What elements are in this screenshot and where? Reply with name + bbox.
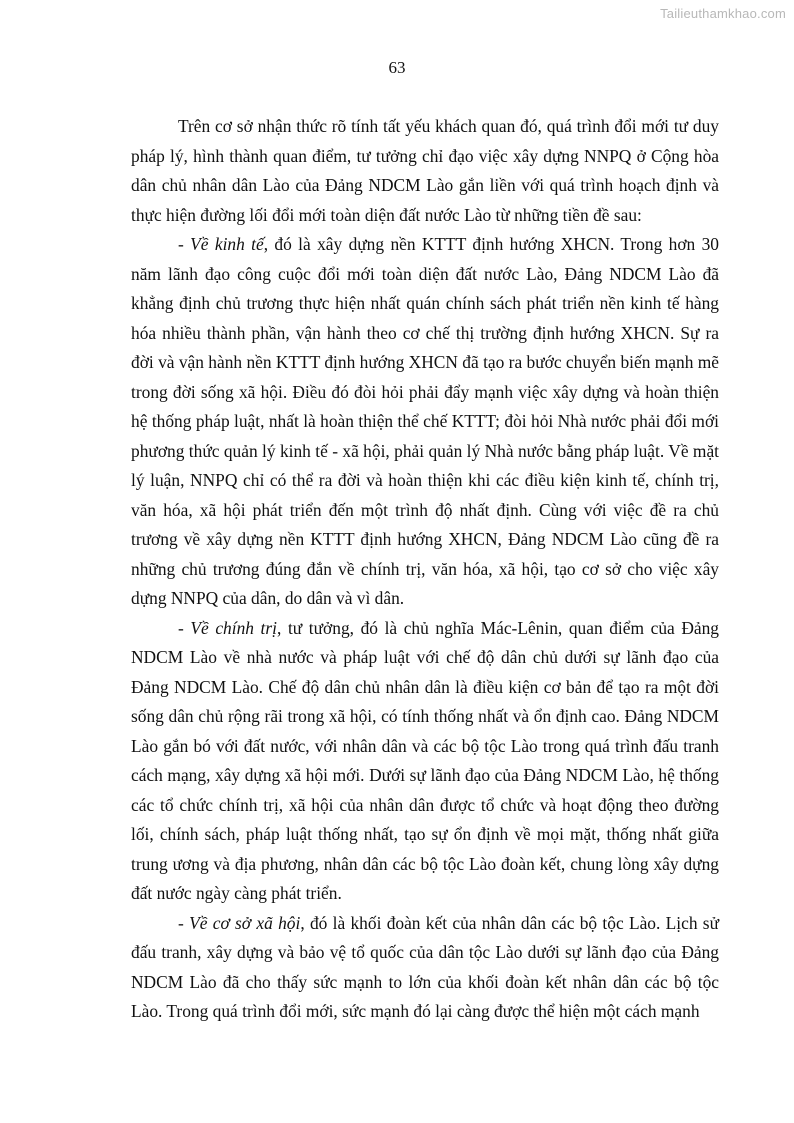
bullet-dash: - bbox=[178, 234, 191, 254]
paragraph-economy bbox=[131, 230, 719, 614]
bullet-dash: - bbox=[178, 617, 191, 638]
document-body bbox=[131, 112, 719, 1027]
watermark: Tailieuthamkhao.com bbox=[660, 6, 786, 21]
paragraph-text: , đó là khối đoàn kết của nhân dân các bộ tộc Lào. Lịch sử đấu tranh, xây dựng và bảo vệ tổ quốc của dân tộc Lào dưới sự lãnh đạo của Đảng NDCM Lào đã cho thấy sức mạnh to lớn của khối đoàn kết nhân dân các bộ tộc Lào. Trong quá trình đổi mới, sức mạnh đó lại càng được thể hiện một cách mạnh bbox=[131, 912, 719, 1021]
paragraph-text: Trên cơ sở nhận thức rõ tính tất yếu khách quan đó, quá trình đổi mới tư duy pháp lý, hình thành quan điểm, tư tưởng chỉ đạo việc xây dựng NNPQ ở Cộng hòa dân chủ nhân dân Lào của Đảng NDCM Lào gắn liền với quá trình hoạch định và thực hiện đường lối đổi mới toàn diện đất nước Lào từ những tiền đề sau: bbox=[131, 116, 719, 225]
paragraph-politics bbox=[131, 614, 719, 909]
section-heading-economy: Về kinh tế bbox=[190, 234, 264, 254]
page-number: 63 bbox=[388, 58, 406, 77]
paragraph-text: , tư tưởng, đó là chủ nghĩa Mác-Lênin, quan điểm của Đảng NDCM Lào về nhà nước và pháp luật với chế độ dân chủ dưới sự lãnh đạo của Đảng NDCM Lào. Chế độ dân chủ nhân dân là điều kiện cơ bản để tạo ra một đời sống dân chủ rộng rãi trong xã hội, có tính thống nhất và ổn định cao. Đảng NDCM Lào gắn bó với đất nước, với nhân dân và các bộ tộc Lào trong quá trình đấu tranh cách mạng, xây dựng xã hội mới. Dưới sự lãnh đạo của Đảng NDCM Lào, hệ thống các tổ chức chính trị, xã hội của nhân dân được tổ chức và hoạt động theo đường lối, chính sách, pháp luật thống nhất, tạo sự ổn định về mọi mặt, thống nhất giữa trung ương và địa phương, nhân dân các bộ tộc Lào đoàn kết, chung lòng xây dựng đất nước ngày càng phát triển. bbox=[131, 617, 720, 903]
paragraph-intro bbox=[131, 112, 719, 230]
paragraph-social-base bbox=[131, 909, 719, 1027]
section-heading-social-base: Về cơ sở xã hội bbox=[189, 912, 301, 933]
paragraph-text: , đó là xây dựng nền KTTT định hướng XHCN. Trong hơn 30 năm lãnh đạo công cuộc đổi mới toàn diện đất nước Lào, Đảng NDCM Lào đã khẳng định chủ trương thực hiện nhất quán chính sách phát triển nền kinh tế hàng hóa nhiều thành phần, vận hành theo cơ chế thị trường định hướng XHCN. Sự ra đời và vận hành nền KTTT định hướng XHCN đã tạo ra bước chuyển biến mạnh mẽ trong đời sống xã hội. Điều đó đòi hỏi phải đẩy mạnh việc xây dựng và hoàn thiện hệ thống pháp luật, nhất là hoàn thiện thể chế KTTT; đòi hỏi Nhà nước phải đổi mới phương thức quản lý kinh tế - xã hội, phải quản lý Nhà nước bằng pháp luật. Về mặt lý luận, NNPQ chỉ có thể ra đời và hoàn thiện khi các điều kiện kinh tế, chính trị, văn hóa, xã hội phát triển đến một trình độ nhất định. Cùng với việc đề ra chủ trương về xây dựng nền KTTT định hướng XHCN, Đảng NDCM Lào cũng đề ra những chủ trương đúng đắn về chính trị, văn hóa, xã hội, tạo cơ sở cho việc xây dựng NNPQ của dân, do dân và vì dân. bbox=[131, 234, 719, 608]
bullet-dash: - bbox=[178, 912, 190, 933]
section-heading-politics: Về chính trị bbox=[190, 617, 277, 638]
